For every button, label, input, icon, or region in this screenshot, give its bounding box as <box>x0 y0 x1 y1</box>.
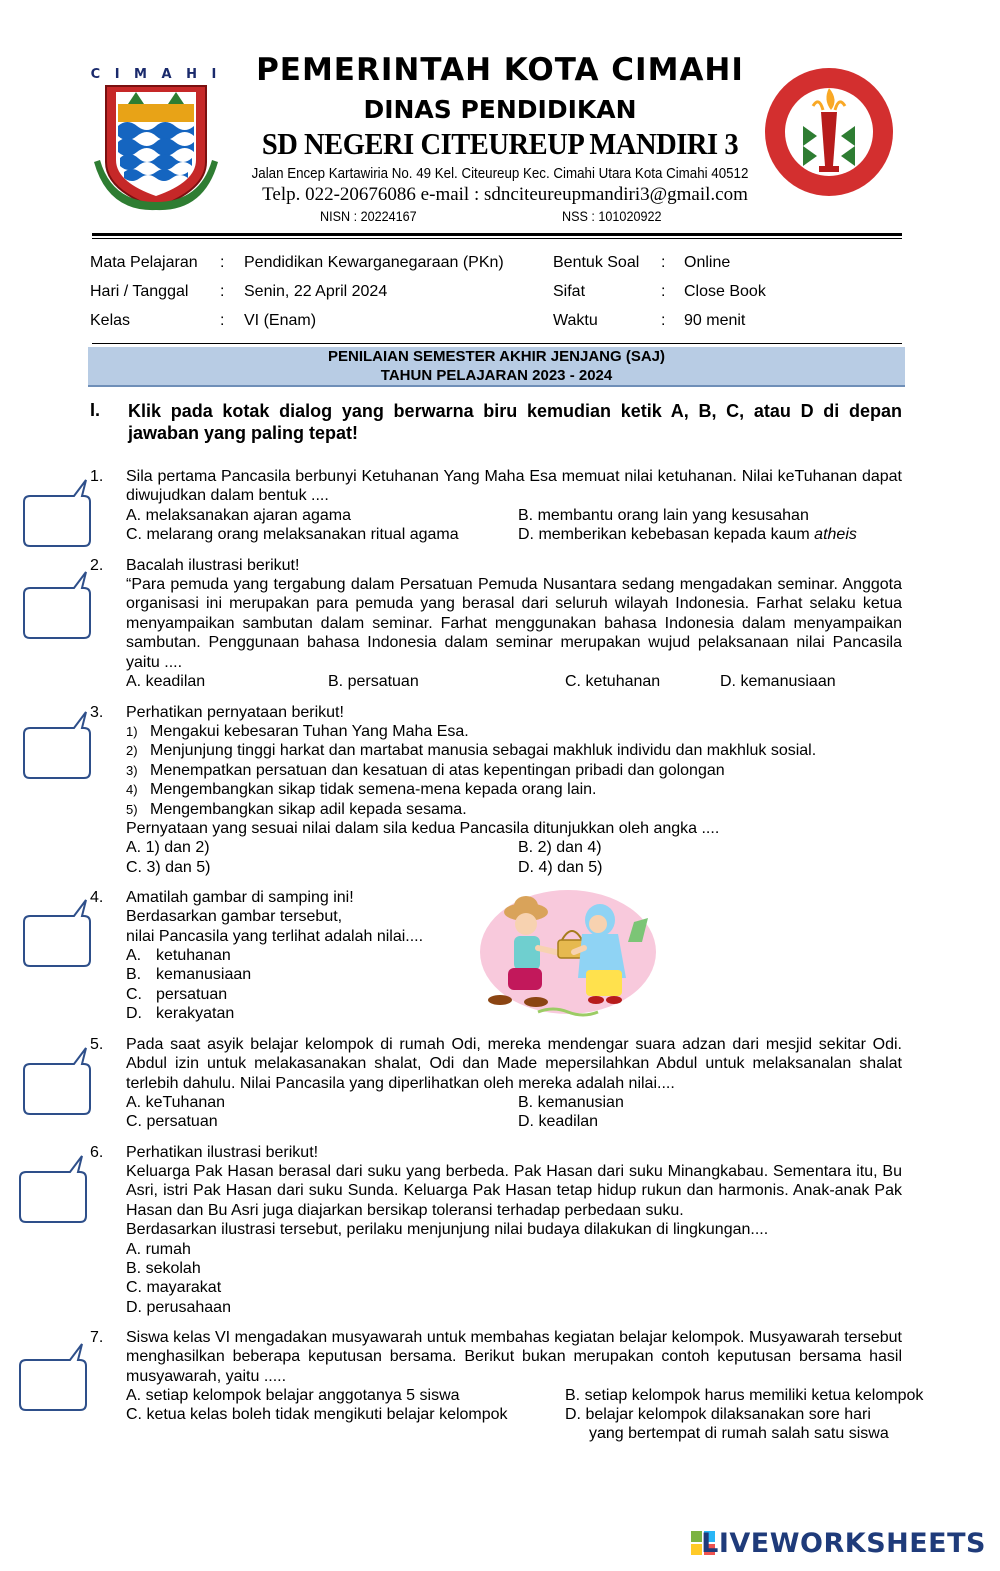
q2-option-c: C. ketuhanan <box>565 673 661 690</box>
header-contact: Telp. 022-20676086 e-mail : sdnciteureupmandiri3@gmail.com <box>262 184 748 205</box>
q3-statement <box>126 722 469 741</box>
answer-box-7[interactable] <box>18 1340 90 1412</box>
q6-option-a: A. rumah <box>126 1241 191 1258</box>
q1-option-b: B. membantu orang lain yang kesusahan <box>518 507 809 524</box>
q6-intro: Perhatikan ilustrasi berikut! <box>126 1144 319 1161</box>
q2-option-d: D. kemanusiaan <box>720 673 836 690</box>
header-nss: NSS : 101020922 <box>562 208 662 224</box>
answer-box-3[interactable] <box>22 708 94 780</box>
q5-option-c: C. persatuan <box>126 1113 218 1130</box>
q3-statement-text: Menjunjung tinggi harkat dan martabat manusia sebagai makhluk individu dan makhluk sosial. <box>150 742 817 759</box>
answer-box-4[interactable] <box>22 896 94 968</box>
info-label-time: Waktu <box>553 312 598 329</box>
answer-box-6[interactable] <box>18 1152 90 1224</box>
header-rule-thin <box>92 238 902 239</box>
answer-box-2[interactable] <box>22 568 94 640</box>
info-label-type: Bentuk Soal <box>553 254 640 271</box>
q5-number: 5. <box>90 1036 104 1053</box>
q3-statement <box>126 741 816 760</box>
q1-option-c: C. melarang orang melaksanakan ritual agama <box>126 526 459 543</box>
q3-statement-text: Menempatkan persatuan dan kesatuan di atas kepentingan pribadi dan golongan <box>150 762 725 779</box>
q6-stem: Keluarga Pak Hasan berasal dari suku yang berbeda. Pak Hasan dari suku Minangkabau. Sementara itu, Bu Asri, istri Pak Hasan dari suku Sunda. Keluarga Pak Hasan tetap hidup rukun dan harmonis. Anak-anak Pak Hasan dan Bu Asri juga diajarkan bersikap toleransi terhadap perbedaan suku. <box>126 1163 902 1219</box>
q7-option-c: C. ketua kelas boleh tidak mengikuti belajar kelompok <box>126 1406 508 1423</box>
info-label-class: Kelas <box>90 312 131 329</box>
info-table <box>90 254 902 338</box>
q4-option-text: persatuan <box>156 986 228 1003</box>
info-colon: : <box>661 254 666 271</box>
q6-option-c: C. mayarakat <box>126 1279 222 1296</box>
q4-option-letter: A. <box>126 947 142 964</box>
q2-option-a: A. keadilan <box>126 673 206 690</box>
q2-intro: Bacalah ilustrasi berikut! <box>126 557 300 574</box>
q4-option-letter: C. <box>126 986 142 1003</box>
q1-option-d-emphasis: atheis <box>814 526 857 543</box>
q4-number: 4. <box>90 889 104 906</box>
q3-statement-text: Mengakui kebesaran Tuhan Yang Maha Esa. <box>150 723 469 740</box>
q7-stem: Siswa kelas VI mengadakan musyawarah untuk membahas kegiatan belajar kelompok. Musyawarah tersebut menghasilkan beberapa keputusan bersama. Berikut bukan merupakan contoh keputusan bersama hasil musyawarah, yaitu ..... <box>126 1329 902 1385</box>
info-colon: : <box>220 283 225 300</box>
q3-statement-number: 1) <box>126 724 138 739</box>
q2-option-b: B. persatuan <box>328 673 419 690</box>
info-rule <box>92 343 902 344</box>
q4-option-text: kerakyatan <box>156 1005 235 1022</box>
info-value-nature: Close Book <box>684 283 766 300</box>
header-rule-thick <box>92 233 902 236</box>
answer-box-1[interactable] <box>22 476 94 548</box>
q4-illustration <box>478 882 658 1022</box>
info-colon: : <box>220 254 225 271</box>
q3-statement-number: 2) <box>126 743 138 758</box>
q7-option-a: A. setiap kelompok belajar anggotanya 5 siswa <box>126 1387 460 1404</box>
info-value-date: Senin, 22 April 2024 <box>244 283 388 300</box>
q3-statement-number: 5) <box>126 802 138 817</box>
header-address: Jalan Encep Kartawiria No. 49 Kel. Citeureup Kec. Cimahi Utara Kota Cimahi 40512 <box>251 166 749 182</box>
title-line-2: TAHUN PELAJARAN 2023 - 2024 <box>380 367 613 384</box>
q3-option-d: D. 4) dan 5) <box>518 859 603 876</box>
header-department: DINAS PENDIDIKAN <box>363 95 637 124</box>
q3-statement <box>126 780 597 799</box>
answer-box-5[interactable] <box>22 1044 94 1116</box>
q5-option-a: A. keTuhanan <box>126 1094 226 1111</box>
logo-school <box>763 66 895 198</box>
q2-number: 2. <box>90 557 104 574</box>
q3-option-b: B. 2) dan 4) <box>518 839 602 856</box>
q1-option-d <box>518 525 857 544</box>
instruction-text: Klik pada kotak dialog yang berwarna biru kemudian ketik A, B, C, atau D di depan jawaban yang paling tepat! <box>128 401 902 443</box>
info-label-date: Hari / Tanggal <box>90 283 189 300</box>
info-value-class: VI (Enam) <box>244 312 317 329</box>
liveworksheets-brand[interactable]: LIVEWORKSHEETS <box>701 1528 986 1559</box>
header-government: PEMERINTAH KOTA CIMAHI <box>256 52 744 88</box>
q2-stem: “Para pemuda yang tergabung dalam Persatuan Pemuda Nusantara sedang mengadakan seminar. Anggota organisasi ini merupakan para pemuda yang berasal dari seluruh wilayah Indonesia. Farhat selaku ketua menyampaikan sambutan dalam seminar. Farhat menggunakan bahasa Indonesia dalam menyampaikan sambutan. Penggunaan bahasa Indonesia dalam seminar merupakan wujud pelaksanaan nilai Pancasila yaitu .... <box>126 576 902 671</box>
q5-option-b: B. kemanusian <box>518 1094 624 1111</box>
q1-stem: Sila pertama Pancasila berbunyi Ketuhanan Yang Maha Esa memuat nilai ketuhanan. Nilai keTuhanan dapat diwujudkan dalam bentuk .... <box>126 468 902 505</box>
q7-number: 7. <box>90 1329 104 1346</box>
q4-option-letter: D. <box>126 1005 142 1022</box>
q3-intro: Perhatikan pernyataan berikut! <box>126 704 344 721</box>
q3-number: 3. <box>90 704 104 721</box>
q7-option-b: B. setiap kelompok harus memiliki ketua kelompok <box>565 1387 924 1404</box>
q5-stem: Pada saat asyik belajar kelompok di rumah Odi, mereka mendengar suara adzan dari mesjid sekitar Odi. Abdul izin untuk melakasanakan shalat, Odi dan Made mepersilahkan Abdul untuk melaksanalan shalat terlebih dahulu. Nilai Pancasila yang diperlihatkan oleh mereka adalah nilai.... <box>126 1036 902 1092</box>
info-label-subject: Mata Pelajaran <box>90 254 198 271</box>
q4-option-b <box>126 965 251 984</box>
info-label-nature: Sifat <box>553 283 586 300</box>
q6-stem-question: Berdasarkan ilustrasi tersebut, perilaku menjunjung nilai budaya dilakukan di lingkungan.... <box>126 1221 769 1238</box>
q4-option-text: kemanusiaan <box>156 966 252 983</box>
svg-text:C I M A H I: C I M A H I <box>90 67 222 82</box>
q4-option-text: ketuhanan <box>156 947 231 964</box>
q1-option-a: A. melaksanakan ajaran agama <box>126 507 352 524</box>
q6-option-d: D. perusahaan <box>126 1299 231 1316</box>
info-colon: : <box>661 283 666 300</box>
info-value-type: Online <box>684 254 731 271</box>
q4-option-c <box>126 985 227 1004</box>
q4-option-a <box>126 946 231 965</box>
q3-statement <box>126 800 467 819</box>
info-value-subject: Pendidikan Kewarganegaraan (PKn) <box>244 254 504 271</box>
q7-option-d: D. belajar kelompok dilaksanakan sore hari <box>565 1406 871 1423</box>
q4-option-d <box>126 1004 234 1023</box>
q3-option-a: A. 1) dan 2) <box>126 839 210 856</box>
q1-option-d-text: D. memberikan kebebasan kepada kaum <box>518 526 815 543</box>
q3-statement-text: Mengembangkan sikap adil kepada sesama. <box>150 801 467 818</box>
q6-number: 6. <box>90 1144 104 1161</box>
q4-intro: Amatilah gambar di samping ini! <box>126 889 354 906</box>
q3-option-c: C. 3) dan 5) <box>126 859 211 876</box>
q3-statement-text: Mengembangkan sikap tidak semena-mena kepada orang lain. <box>150 781 597 798</box>
info-value-time: 90 menit <box>684 312 746 329</box>
q4-stem-line-3: nilai Pancasila yang terlihat adalah nilai.... <box>126 928 424 945</box>
header-nisn: NISN : 20224167 <box>320 208 417 224</box>
q3-statement <box>126 761 725 780</box>
title-line-1: PENILAIAN SEMESTER AKHIR JENJANG (SAJ) <box>328 348 665 365</box>
instruction-number: I. <box>90 400 101 420</box>
q4-stem-line-2: Berdasarkan gambar tersebut, <box>126 908 343 925</box>
q5-option-d: D. keadilan <box>518 1113 599 1130</box>
q6-option-b: B. sekolah <box>126 1260 201 1277</box>
info-colon: : <box>661 312 666 329</box>
q3-statement-number: 3) <box>126 763 138 778</box>
q3-stem: Pernyataan yang sesuai nilai dalam sila kedua Pancasila ditunjukkan oleh angka .... <box>126 820 720 837</box>
info-colon: : <box>220 312 225 329</box>
q7-option-d-cont: yang bertempat di rumah salah satu siswa <box>589 1425 889 1442</box>
header-school-name: SD NEGERI CITEUREUP MANDIRI 3 <box>261 126 739 161</box>
q4-option-letter: B. <box>126 966 142 983</box>
q1-number: 1. <box>90 468 104 485</box>
q3-statement-number: 4) <box>126 782 138 797</box>
